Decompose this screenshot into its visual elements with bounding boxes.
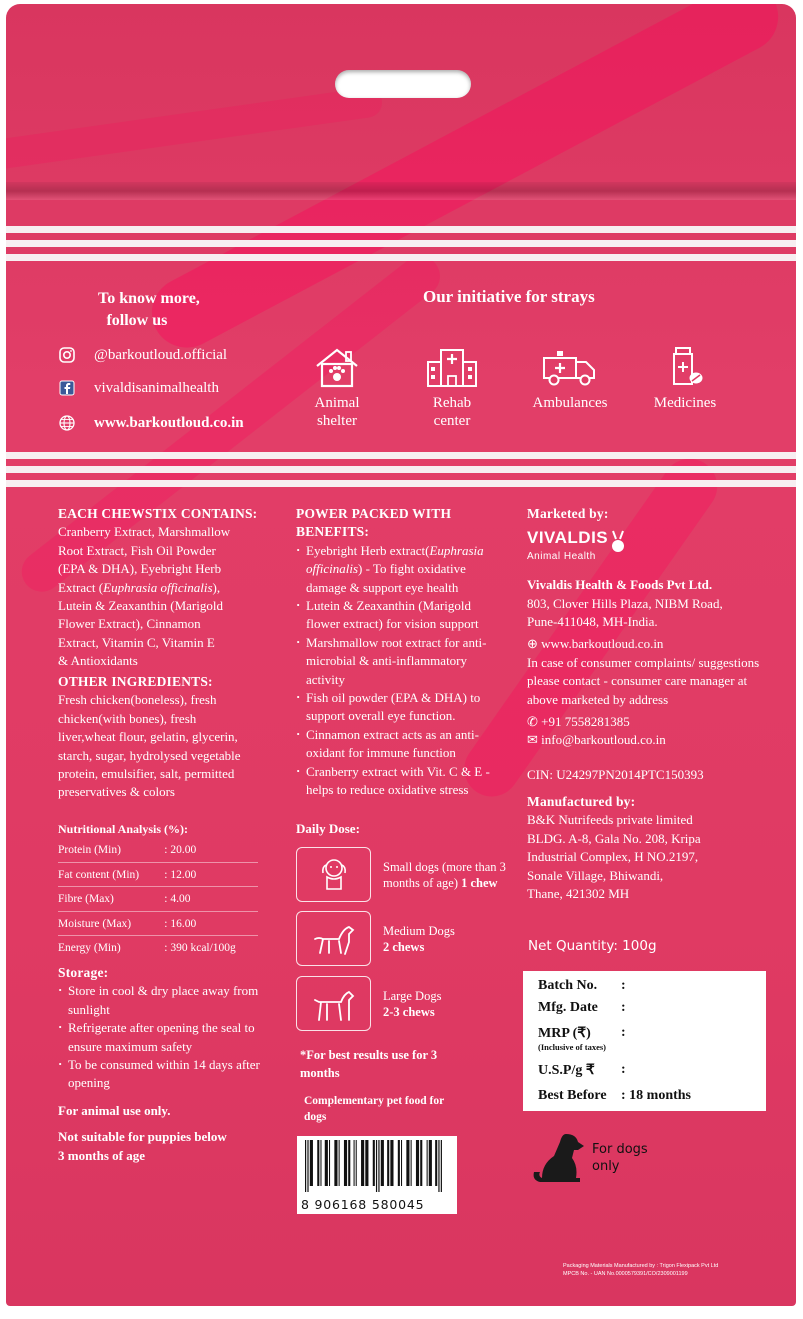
barcode-bar (307, 1140, 308, 1192)
barcode-bar (416, 1140, 419, 1186)
social-facebook[interactable]: vivaldisanimalhealth (58, 379, 219, 397)
barcode-bar (334, 1140, 337, 1186)
best-results-note: *For best results use for 3 months (300, 1048, 438, 1080)
barcode-bar (376, 1140, 377, 1192)
benefits-section: POWER PACKED WITH BENEFITS: · Eyebright Herb extract(Euphrasia officinalis) - To fight oxidative damage & support eye health · Lutein & Zeaxanthin (Marigold flower extract) for vision support · Marshmallow root extract for anti-microbial & anti-inflammatory activity · Fish oil powder (EPA & DHA) to support overall eye function. · Cinnamon extract acts as an anti-oxidant for immune function · Cranberry extract with Vit. C & E - helps to reduce oxidative stress (296, 505, 496, 800)
barcode: 8 906168 580045 (297, 1136, 457, 1214)
list-item: · To be consumed within 14 days after opening (58, 1056, 263, 1093)
list-item: · Marshmallow root extract for anti-microbial & anti-inflammatory activity (296, 634, 496, 689)
batch-info-box: Batch No. : Mfg. Date : MRP (₹) (Inclusive of taxes) : U.S.P/g ₹ : Best Before : 18 months (523, 971, 766, 1111)
hospital-icon (425, 346, 479, 388)
list-item: · Lutein & Zeaxanthin (Marigold flower extract) for vision support (296, 597, 496, 634)
table-row: Energy (Min) : 390 kcal/100g (58, 942, 236, 955)
dose-large: Large Dogs 2-3 chews (296, 976, 441, 1031)
house-paw-icon (313, 346, 361, 388)
other-ingredients-section: OTHER INGREDIENTS: Fresh chicken(boneless), fresh chicken(with bones), fresh liver,wheat flour, gelatin, glycerin, starch, sugar, hydrolysed vegetable protein, emulsifier, salt, permitted preservatives & colors (58, 674, 241, 800)
medium-dog-icon (296, 911, 371, 966)
follow-heading: To know more, follow us (98, 290, 200, 329)
barcode-bar (406, 1140, 409, 1186)
barcode-bar (354, 1140, 355, 1186)
list-item: · Cranberry extract with Vit. C & E - helps to reduce oxidative stress (296, 763, 496, 800)
list-item: · Store in cool & dry place away from sunlight (58, 982, 263, 1019)
sitting-dog-icon (530, 1130, 586, 1186)
barcode-bar (317, 1140, 319, 1186)
barcode-bar (378, 1140, 379, 1192)
barcode-bar (325, 1140, 328, 1186)
barcode-bar (329, 1140, 330, 1186)
mail-icon: ✉ (527, 732, 538, 748)
storage-section: Storage: · Store in cool & dry place away from sunlight · Refrigerate after opening the seal to ensure maximum safety · To be consumed within 14 days after opening For animal use only. Not suitable for puppies below 3 months of age (58, 964, 263, 1165)
list-item: · Refrigerate after opening the seal to ensure maximum safety (58, 1019, 263, 1056)
complementary-note: Complementary pet food for dogs (304, 1095, 444, 1123)
rabbit-logo-icon (610, 529, 626, 555)
initiative-ambulances: Ambulances (527, 346, 613, 412)
nutrition-table (58, 838, 258, 959)
barcode-bar (427, 1140, 428, 1186)
barcode-bar (320, 1140, 321, 1186)
small-dog-icon (296, 847, 371, 902)
list-item: · Fish oil powder (EPA & DHA) to support overall eye function. (296, 689, 496, 726)
barcode-bar (305, 1140, 306, 1192)
for-dogs-only: For dogs only (530, 1130, 648, 1186)
barcode-bar (387, 1140, 389, 1186)
barcode-bar (381, 1140, 384, 1186)
nutrition-section: Nutritional Analysis (%): Protein (Min) : 20.00 Fat content (Min) : 12.00 Fibre (Max) : 4.00 Moisture (Max) : 16.00 Energy (Min) : 390 kcal/100g (58, 820, 283, 959)
barcode-bar (390, 1140, 393, 1186)
barcode-bar (401, 1140, 402, 1186)
hang-hole (335, 70, 471, 98)
zipper-track (6, 182, 796, 200)
social-website[interactable]: www.barkoutloud.co.in (58, 414, 244, 432)
barcode-bar (361, 1140, 364, 1186)
barcode-bar (435, 1140, 437, 1186)
barcode-bar (373, 1140, 375, 1186)
barcode-bars (303, 1140, 451, 1192)
instagram-icon (58, 346, 76, 364)
net-quantity: Net Quantity: 100g (528, 938, 657, 954)
table-row: Fibre (Max) : 4.00 (58, 887, 258, 911)
ambulance-icon (541, 346, 599, 388)
initiative-heading: Our initiative for strays (423, 287, 595, 306)
initiative-medicines: Medicines (648, 346, 722, 412)
large-dog-icon (296, 976, 371, 1031)
initiative-rehab-center: Rehab center (420, 346, 484, 430)
daily-dose-heading: Daily Dose: (296, 821, 360, 836)
barcode-bar (429, 1140, 432, 1186)
packaging-footnote: Packaging Materials Manufactured by : Trigon Flexipack Pvt Ltd MPCB No. - UAN No.0000579391/CO/2309001199 (563, 1263, 719, 1277)
barcode-bar (411, 1140, 412, 1186)
barcode-bar (398, 1140, 400, 1186)
facebook-icon (58, 379, 76, 397)
brush-streak (6, 86, 384, 174)
barcode-bar (339, 1140, 340, 1186)
dose-medium: Medium Dogs 2 chews (296, 911, 455, 966)
barcode-bar (365, 1140, 368, 1186)
initiative-animal-shelter: Animal shelter (305, 346, 369, 430)
globe-icon: ⊕ (527, 636, 538, 652)
medicine-bottle-icon (665, 346, 705, 388)
dose-small: Small dogs (more than 3 months of age) 1 chew (296, 847, 508, 902)
barcode-bar (310, 1140, 313, 1186)
globe-icon (58, 414, 76, 432)
contains-section: EACH CHEWSTIX CONTAINS: Cranberry Extract, Marshmallow Root Extract, Fish Oil Powder (EPA & DHA), Eyebright Herb Extract (Euphrasia officinalis), Lutein & Zeaxanthin (Marigold Flower Extract), Cinnamon Extract, Vitamin C, Vitamin E & Antioxidants (58, 506, 258, 669)
table-row: Fat content (Min) : 12.00 (58, 862, 258, 886)
table-row: Protein (Min) : 20.00 (58, 838, 258, 862)
manufactured-section: Manufactured by: B&K Nutrifeeds private limited BLDG. A-8, Gala No. 208, Kripa Industrial Complex, H NO.2197, Sonale Village, Bhiwandi, Thane, 421302 MH (527, 794, 701, 902)
phone-icon: ✆ (527, 714, 538, 730)
barcode-bar (356, 1140, 357, 1186)
barcode-bar (348, 1140, 350, 1186)
list-item: · Eyebright Herb extract(Euphrasia officinalis) - To fight oxidative damage & support eye health (296, 542, 496, 597)
marketed-section: Marketed by: VIVALDIS Animal Health Vivaldis Health & Foods Pvt Ltd. 803, Clover Hills Plaza, NIBM Road, Pune-411048, MH-India. ⊕ www.barkoutloud.co.in In case of consumer complaints/ suggestions please contact - consumer care manager at above marketed by address ✆ +91 7558281385 ✉ info@barkoutloud.co.in CIN: U24297PN2014PTC150393 (527, 506, 760, 782)
table-row: Moisture (Max) : 16.00 (58, 911, 258, 935)
list-item: · Cinnamon extract acts as an anti-oxidant for immune function (296, 726, 496, 763)
barcode-bar (438, 1140, 439, 1192)
social-instagram[interactable]: @barkoutloud.official (58, 346, 227, 364)
vivaldis-logo: VIVALDIS (527, 528, 609, 548)
barcode-bar (420, 1140, 422, 1186)
barcode-bar (344, 1140, 347, 1186)
barcode-bar (441, 1140, 442, 1192)
